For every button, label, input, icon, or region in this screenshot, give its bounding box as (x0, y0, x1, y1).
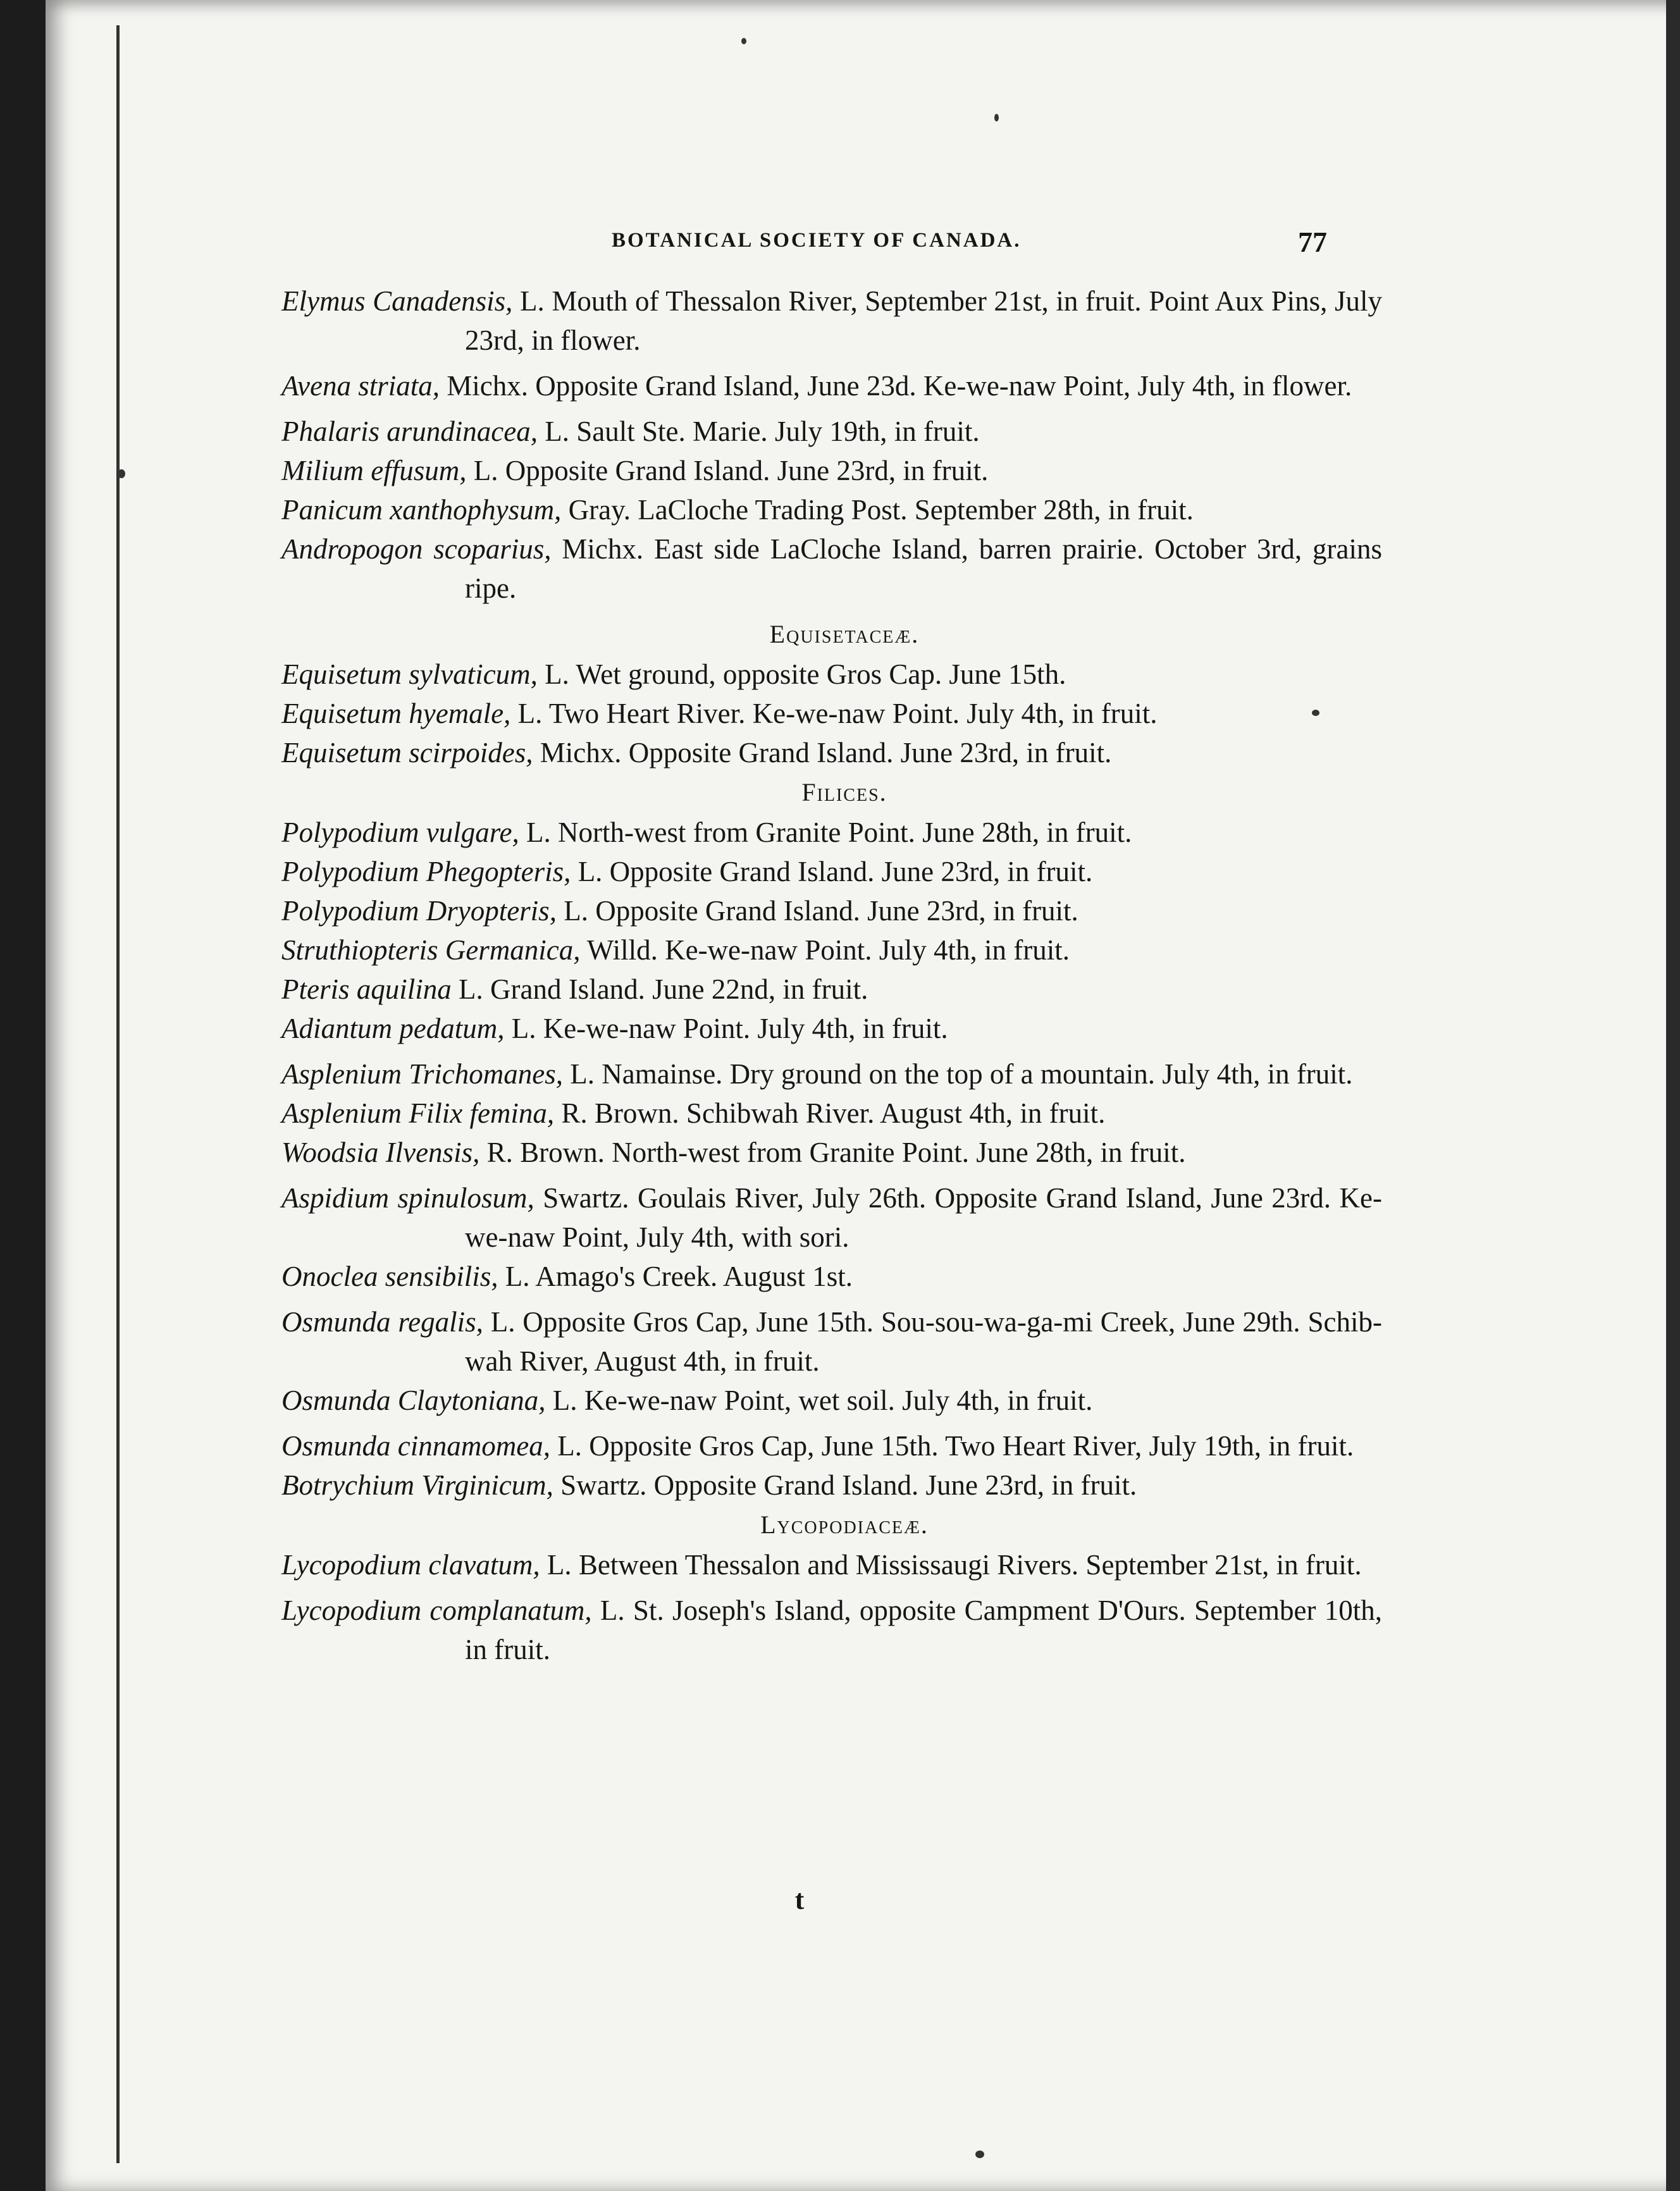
species-entry (281, 1178, 1382, 1257)
ink-speck (741, 38, 746, 44)
species-record: L. North-west from Granite Point. June 28th, in fruit. (519, 817, 1132, 848)
species-entry (281, 1054, 1382, 1094)
species-entry (281, 412, 1382, 451)
species-name: Polypodium Phegopteris, (281, 856, 571, 887)
species-record: L. Mouth of Thessalon River, September 21st, in fruit. Point Aux Pins, July 23rd, in flower. (465, 285, 1382, 356)
binding-rule (116, 25, 120, 2163)
species-record: L. Opposite Gros Cap, June 15th. Two Heart River, July 19th, in fruit. (550, 1430, 1354, 1462)
species-record: Michx. East side LaCloche Island, barren prairie. October 3rd, grains ripe. (465, 533, 1383, 604)
species-name: Phalaris arundinacea, (281, 416, 538, 447)
species-record: Michx. Opposite Grand Island. June 23rd, in fruit. (533, 737, 1112, 768)
species-entry (281, 852, 1382, 891)
species-record: L. Namainse. Dry ground on the top of a mountain. July 4th, in fruit. (563, 1058, 1353, 1090)
species-entry (281, 1466, 1382, 1505)
species-record: L. Sault Ste. Marie. July 19th, in fruit. (537, 416, 980, 447)
species-entry (281, 1302, 1382, 1381)
species-name: Elymus Canadensis, (281, 285, 513, 317)
species-entry (281, 655, 1382, 694)
scanned-page (46, 0, 1680, 2191)
species-entry (281, 281, 1382, 360)
ink-speck (994, 114, 999, 121)
species-name: Pteris aquilina (281, 973, 452, 1005)
species-entry (281, 1094, 1382, 1133)
page-edge-shadow (1666, 0, 1680, 2191)
species-record: Swartz. Opposite Grand Island. June 23rd, in fruit. (553, 1469, 1137, 1501)
species-entry (281, 1009, 1382, 1048)
species-entry (281, 451, 1382, 490)
species-record: L. Wet ground, opposite Gros Cap. June 15th. (537, 658, 1066, 690)
running-head: BOTANICAL SOCIETY OF CANADA. (612, 229, 1022, 252)
species-record: Michx. Opposite Grand Island, June 23d. Ke-we-naw Point, July 4th, in flower. (439, 370, 1352, 402)
species-name: Lycopodium clavatum, (281, 1549, 540, 1581)
page-number: 77 (1298, 226, 1327, 258)
ink-speck (118, 469, 125, 478)
species-record: Swartz. Goulais River, July 26th. Opposite Grand Island, June 23rd. Ke-we-naw Point, July 4th, with sori. (465, 1182, 1382, 1253)
section-heading: Filices. (801, 778, 887, 806)
species-record: L. Ke-we-naw Point, wet soil. July 4th, in fruit. (545, 1385, 1093, 1416)
species-name: Struthiopteris Germanica, (281, 934, 581, 966)
species-name: Milium effusum, (281, 455, 467, 486)
species-name: Osmunda regalis, (281, 1306, 483, 1338)
species-name: Onoclea sensibilis, (281, 1261, 498, 1292)
species-entry (281, 1381, 1382, 1420)
species-entry (281, 970, 1382, 1009)
species-name: Osmunda Claytoniana, (281, 1385, 546, 1416)
species-record: L. Ke-we-naw Point. July 4th, in fruit. (504, 1013, 948, 1044)
species-name: Aspidium spinulosum, (281, 1182, 534, 1214)
species-entry (281, 1426, 1382, 1466)
species-record: R. Brown. North-west from Granite Point. June 28th, in fruit. (479, 1137, 1186, 1168)
species-record: Willd. Ke-we-naw Point. July 4th, in fruit. (580, 934, 1070, 966)
species-entry (281, 366, 1382, 405)
species-record: L. Two Heart River. Ke-we-naw Point. July 4th, in fruit. (510, 698, 1158, 729)
species-entry (281, 930, 1382, 970)
species-name: Botrychium Virginicum, (281, 1469, 553, 1501)
species-record: L. St. Joseph's Island, opposite Campment D'Ours. September 10th, in fruit. (465, 1595, 1382, 1665)
species-entry (281, 813, 1382, 852)
species-name: Polypodium vulgare, (281, 817, 519, 848)
page-header (46, 226, 1680, 267)
species-entry (281, 1257, 1382, 1296)
species-record: L. Opposite Grand Island. June 23rd, in fruit. (571, 856, 1093, 887)
species-record: L. Amago's Creek. August 1st. (498, 1261, 853, 1292)
species-name: Lycopodium complanatum, (281, 1595, 592, 1626)
species-record: L. Opposite Grand Island. June 23rd, in fruit. (466, 455, 989, 486)
species-name: Asplenium Trichomanes, (281, 1058, 563, 1090)
signature-mark: t (794, 1884, 805, 1915)
species-name: Equisetum sylvaticum, (281, 658, 538, 690)
species-entry (281, 490, 1382, 529)
species-name: Panicum xanthophysum, (281, 494, 562, 526)
ink-speck (1312, 710, 1319, 716)
species-entry (281, 1133, 1382, 1172)
species-entry (281, 891, 1382, 930)
species-record: L. Grand Island. June 22nd, in fruit. (451, 973, 868, 1005)
section-heading: Lycopodiaceæ. (760, 1510, 929, 1539)
species-record: L. Between Thessalon and Mississaugi Rivers. September 21st, in fruit. (540, 1549, 1362, 1581)
species-entry (281, 694, 1382, 733)
species-entry (281, 1545, 1382, 1584)
species-entry (281, 1591, 1382, 1669)
species-name: Asplenium Filix femina, (281, 1097, 555, 1129)
species-name: Equisetum hyemale, (281, 698, 511, 729)
species-name: Osmunda cinnamomea, (281, 1430, 550, 1462)
species-name: Equisetum scirpoides, (281, 737, 533, 768)
species-record: L. Opposite Grand Island. June 23rd, in fruit. (556, 895, 1078, 927)
section-heading: Equisetaceæ. (769, 620, 920, 648)
species-entry (281, 529, 1382, 608)
species-name: Andropogon scoparius, (281, 533, 552, 565)
species-name: Woodsia Ilvensis, (281, 1137, 480, 1168)
species-name: Polypodium Dryopteris, (281, 895, 557, 927)
species-name: Avena striata, (281, 370, 440, 402)
species-entry (281, 733, 1382, 772)
species-name: Adiantum pedatum, (281, 1013, 505, 1044)
species-record: L. Opposite Gros Cap, June 15th. Sou-sou-wa-ga-mi Creek, June 29th. Schib-wah River, August 4th, in fruit. (465, 1306, 1382, 1377)
species-record: R. Brown. Schibwah River. August 4th, in fruit. (554, 1097, 1106, 1129)
species-list (281, 281, 1382, 1669)
species-record: Gray. LaCloche Trading Post. September 28th, in fruit. (561, 494, 1194, 526)
ink-speck (975, 2151, 984, 2158)
